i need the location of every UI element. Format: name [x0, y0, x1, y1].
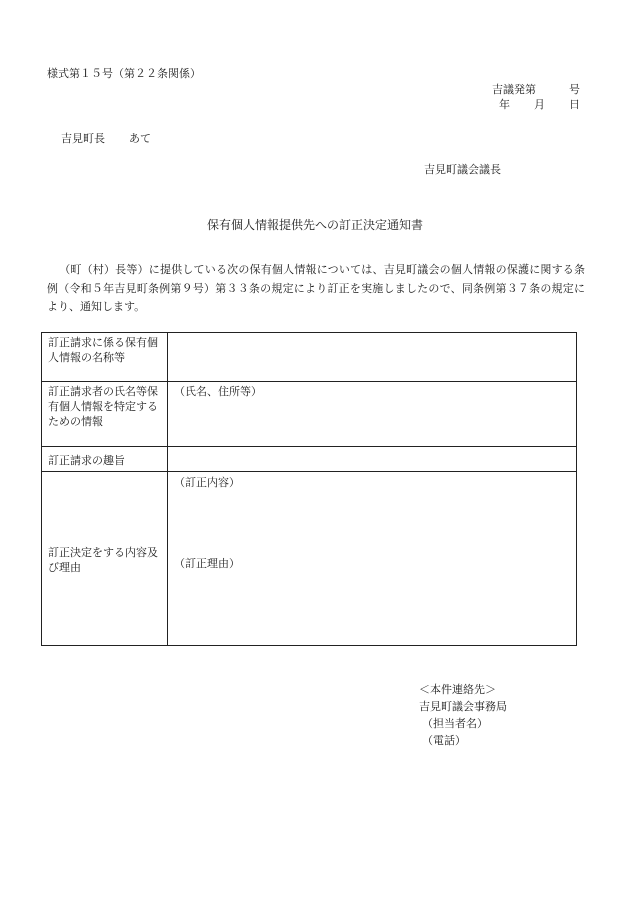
contact-person: （担当者名）: [422, 717, 488, 730]
row-value-request-name: [168, 333, 577, 382]
row-value-requester: （氏名、住所等）: [168, 382, 577, 447]
table-row: [42, 472, 577, 646]
contact-heading: ＜本件連絡先＞: [419, 683, 496, 696]
date-month: 月: [534, 98, 545, 111]
form-number: 様式第１５号（第２２条関係）: [47, 67, 201, 80]
row-label-purpose: 訂正請求の趣旨: [42, 447, 168, 472]
table-row: [42, 382, 577, 447]
addressee-name: 吉見町長: [61, 132, 105, 145]
correction-reason-label: （訂正理由）: [174, 557, 240, 570]
addressee: [61, 130, 151, 146]
document-title: 保有個人情報提供先への訂正決定通知書: [206, 218, 423, 232]
info-table: [41, 332, 577, 646]
row-label-requester: 訂正請求者の氏名等保有個人情報を特定するための情報: [42, 382, 168, 447]
addressee-suffix: あて: [129, 132, 151, 145]
row-value-decision: [168, 472, 577, 646]
table-row: [42, 447, 577, 472]
contact-phone: （電話）: [422, 734, 466, 747]
document-number: 吉議発第 号: [492, 83, 580, 96]
correction-content-label: （訂正内容）: [174, 476, 240, 489]
contact-office: 吉見町議会事務局: [419, 700, 507, 713]
sender: 吉見町議会議長: [424, 163, 501, 176]
notice-body-text: （町（村）長等）に提供している次の保有個人情報については、吉見町議会の個人情報の保護に関する条例（令和５年吉見町条例第９号）第３３条の規定により訂正を実施しましたので、同条例第３７条の規定により、通知します。: [47, 263, 585, 313]
contact-block: [419, 681, 507, 749]
date-line: [499, 96, 580, 112]
row-label-request-name: 訂正請求に係る保有個人情報の名称等: [42, 333, 168, 382]
row-value-purpose: [168, 447, 577, 472]
table-row: [42, 333, 577, 382]
notice-body: [47, 261, 585, 317]
date-year: 年: [499, 98, 510, 111]
date-day: 日: [569, 98, 580, 111]
row-label-decision: 訂正決定をする内容及び理由: [42, 472, 168, 646]
